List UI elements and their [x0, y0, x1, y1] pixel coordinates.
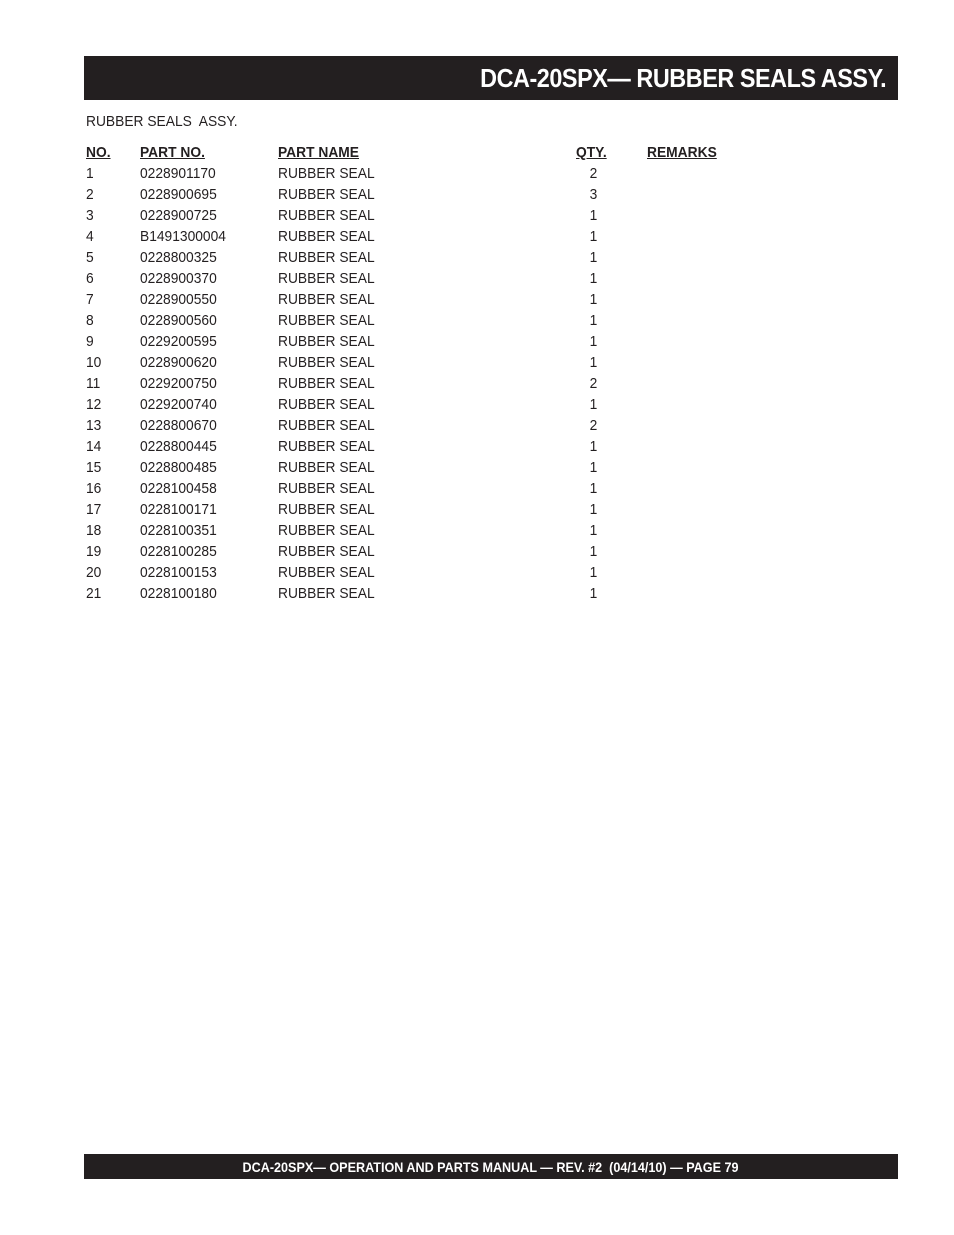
cell-part-no: 0228100180	[140, 585, 217, 602]
table-row	[86, 499, 786, 520]
footer-text: DCA-20SPX— OPERATION AND PARTS MANUAL — REV. #2 (04/14/10) — PAGE 79	[243, 1158, 739, 1175]
cell-part-name: RUBBER SEAL	[278, 333, 375, 350]
table-row	[86, 436, 786, 457]
cell-part-name: RUBBER SEAL	[278, 291, 375, 308]
table-header-row	[86, 142, 786, 163]
cell-part-no: 0228100458	[140, 480, 217, 497]
cell-no: 5	[86, 249, 94, 266]
cell-no: 15	[86, 459, 102, 476]
cell-qty: 1	[589, 270, 598, 287]
cell-qty: 1	[589, 249, 598, 266]
cell-no: 17	[86, 501, 102, 518]
cell-qty: 1	[589, 354, 598, 371]
cell-part-name: RUBBER SEAL	[278, 564, 375, 581]
cell-part-no: 0228900560	[140, 312, 217, 329]
table-row	[86, 289, 786, 310]
cell-no: 14	[86, 438, 102, 455]
cell-part-name: RUBBER SEAL	[278, 207, 375, 224]
cell-part-name: RUBBER SEAL	[278, 312, 375, 329]
cell-part-name: RUBBER SEAL	[278, 270, 375, 287]
cell-no: 11	[86, 375, 101, 392]
cell-no: 10	[86, 354, 102, 371]
cell-no: 9	[86, 333, 94, 350]
cell-no: 13	[86, 417, 102, 434]
cell-part-name: RUBBER SEAL	[278, 543, 375, 560]
cell-qty: 1	[589, 459, 598, 476]
cell-part-name: RUBBER SEAL	[278, 438, 375, 455]
cell-part-no: 0228800445	[140, 438, 217, 455]
parts-table	[86, 142, 786, 604]
table-row	[86, 457, 786, 478]
cell-no: 18	[86, 522, 102, 539]
cell-part-name: RUBBER SEAL	[278, 522, 375, 539]
cell-part-no: 0228900695	[140, 186, 217, 203]
cell-part-no: 0228900550	[140, 291, 217, 308]
cell-qty: 1	[589, 480, 598, 497]
cell-part-name: RUBBER SEAL	[278, 585, 375, 602]
table-row	[86, 478, 786, 499]
table-row	[86, 184, 786, 205]
cell-part-name: RUBBER SEAL	[278, 501, 375, 518]
cell-part-name: RUBBER SEAL	[278, 459, 375, 476]
cell-qty: 1	[589, 501, 598, 518]
table-row	[86, 373, 786, 394]
cell-qty: 2	[589, 375, 598, 392]
cell-qty: 1	[589, 522, 598, 539]
cell-no: 7	[86, 291, 94, 308]
cell-qty: 1	[589, 312, 598, 329]
cell-part-no: 0228900620	[140, 354, 217, 371]
column-header-part-no: PART NO.	[140, 144, 205, 161]
cell-no: 19	[86, 543, 102, 560]
table-row	[86, 331, 786, 352]
cell-qty: 2	[589, 417, 598, 434]
cell-part-name: RUBBER SEAL	[278, 249, 375, 266]
cell-part-no: B1491300004	[140, 228, 226, 245]
cell-part-no: 0228800325	[140, 249, 217, 266]
cell-part-name: RUBBER SEAL	[278, 375, 375, 392]
cell-qty: 1	[589, 585, 598, 602]
cell-qty: 1	[589, 291, 598, 308]
cell-no: 2	[86, 186, 94, 203]
table-row	[86, 583, 786, 604]
cell-qty: 1	[589, 396, 598, 413]
cell-part-name: RUBBER SEAL	[278, 186, 375, 203]
cell-qty: 1	[589, 333, 598, 350]
cell-no: 6	[86, 270, 94, 287]
cell-qty: 3	[589, 186, 598, 203]
cell-part-no: 0228100351	[140, 522, 217, 539]
table-row	[86, 541, 786, 562]
cell-part-no: 0228900370	[140, 270, 217, 287]
table-row	[86, 163, 786, 184]
cell-part-name: RUBBER SEAL	[278, 165, 375, 182]
cell-part-no: 0228900725	[140, 207, 217, 224]
cell-part-no: 0229200750	[140, 375, 217, 392]
cell-part-name: RUBBER SEAL	[278, 396, 375, 413]
cell-qty: 1	[589, 564, 598, 581]
cell-qty: 1	[589, 543, 598, 560]
table-row	[86, 247, 786, 268]
table-row	[86, 415, 786, 436]
column-header-no: NO.	[86, 144, 111, 161]
cell-part-no: 0228100153	[140, 564, 217, 581]
cell-part-name: RUBBER SEAL	[278, 354, 375, 371]
cell-part-no: 0229200595	[140, 333, 217, 350]
page-header-bar	[84, 56, 898, 100]
cell-no: 20	[86, 564, 102, 581]
table-row	[86, 268, 786, 289]
column-header-part-name: PART NAME	[278, 144, 360, 161]
column-header-remarks: REMARKS	[647, 144, 717, 161]
cell-no: 8	[86, 312, 94, 329]
column-header-qty: QTY.	[576, 144, 607, 161]
table-row	[86, 205, 786, 226]
cell-part-no: 0229200740	[140, 396, 217, 413]
cell-qty: 1	[589, 228, 598, 245]
cell-qty: 1	[589, 207, 598, 224]
page-footer-bar	[84, 1154, 898, 1179]
cell-no: 1	[86, 165, 94, 182]
cell-no: 12	[86, 396, 102, 413]
cell-qty: 1	[589, 438, 598, 455]
table-row	[86, 520, 786, 541]
cell-part-no: 0228800670	[140, 417, 217, 434]
table-row	[86, 394, 786, 415]
cell-part-name: RUBBER SEAL	[278, 228, 375, 245]
page-title: DCA-20SPX— RUBBER SEALS ASSY.	[479, 62, 886, 93]
cell-no: 21	[86, 585, 102, 602]
cell-part-no: 0228800485	[140, 459, 217, 476]
section-label: RUBBER SEALS ASSY.	[86, 113, 238, 130]
cell-part-name: RUBBER SEAL	[278, 480, 375, 497]
cell-no: 16	[86, 480, 102, 497]
cell-part-no: 0228100285	[140, 543, 217, 560]
table-row	[86, 562, 786, 583]
cell-no: 4	[86, 228, 94, 245]
cell-qty: 2	[589, 165, 598, 182]
table-row	[86, 352, 786, 373]
table-row	[86, 310, 786, 331]
cell-no: 3	[86, 207, 94, 224]
cell-part-no: 0228901170	[140, 165, 216, 182]
table-row	[86, 226, 786, 247]
cell-part-name: RUBBER SEAL	[278, 417, 375, 434]
cell-part-no: 0228100171	[140, 501, 217, 518]
